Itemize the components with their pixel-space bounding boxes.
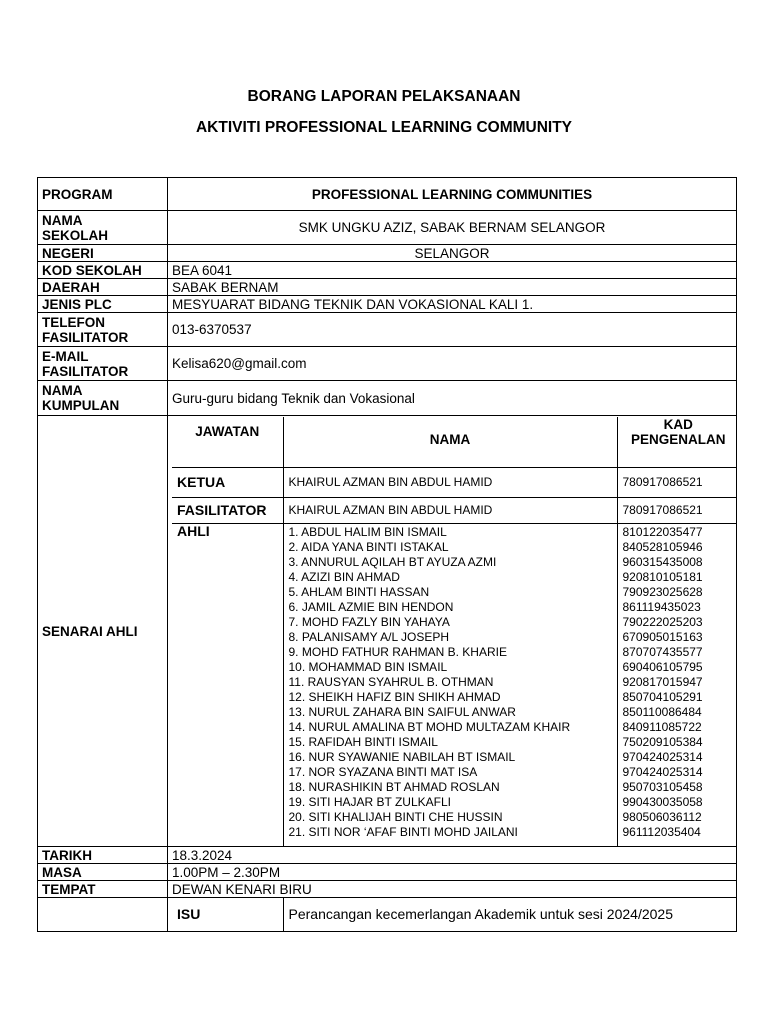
member-name: 7. MOHD FAZLY BIN YAHAYA [288, 615, 450, 629]
row-nama-sekolah [38, 211, 737, 245]
daerah-value: SABAK BERNAM [168, 279, 737, 296]
program-value: PROFESSIONAL LEARNING COMMUNITIES [168, 178, 737, 211]
ketua-row [172, 468, 737, 498]
fasilitator-row [172, 498, 737, 524]
email-label: E-MAIL FASILITATOR [38, 347, 168, 381]
nama-sekolah-label: NAMA SEKOLAH [38, 211, 168, 245]
tarikh-label: TARIKH [38, 847, 168, 864]
member-name: 5. AHLAM BINTI HASSAN [288, 585, 430, 599]
fasilitator-role: FASILITATOR [172, 498, 283, 524]
member-ic: 990430035058 [622, 795, 703, 809]
row-masa [38, 864, 737, 881]
member-ic: 950703105458 [622, 780, 703, 794]
row-telefon [38, 313, 737, 347]
row-isu [38, 898, 737, 932]
tempat-value: DEWAN KENARI BIRU [168, 881, 737, 898]
fasilitator-name: KHAIRUL AZMAN BIN ABDUL HAMID [283, 498, 617, 524]
ketua-name: KHAIRUL AZMAN BIN ABDUL HAMID [283, 468, 617, 498]
email-value: Kelisa620@gmail.com [168, 347, 737, 381]
col-nama: NAMA [283, 417, 617, 468]
member-ic: 690406105795 [622, 660, 703, 674]
isu-label: ISU [172, 898, 283, 931]
senarai-ahli-cell [168, 416, 737, 847]
isu-empty-cell [38, 898, 168, 932]
isu-value: Perancangan kecemerlangan Akademik untuk sesi 2024/2025 [283, 898, 737, 931]
member-ic: 960315435008 [622, 555, 703, 569]
member-ic: 870707435577 [622, 645, 703, 659]
jenis-plc-value: MESYUARAT BIDANG TEKNIK DAN VOKASIONAL KALI 1. [168, 296, 737, 313]
telefon-value: 013-6370537 [168, 313, 737, 347]
member-name: 1. ABDUL HALIM BIN ISMAIL [288, 525, 447, 539]
member-name: 12. SHEIKH HAFIZ BIN SHIKH AHMAD [288, 690, 501, 704]
member-name: 14. NURUL AMALINA BT MOHD MULTAZAM KHAIR [288, 720, 571, 734]
member-name: 11. RAUSYAN SYAHRUL B. OTHMAN [288, 675, 494, 689]
program-label: PROGRAM [38, 178, 168, 211]
col-jawatan: JAWATAN [172, 417, 283, 468]
daerah-label: DAERAH [38, 279, 168, 296]
kod-sekolah-label: KOD SEKOLAH [38, 262, 168, 279]
member-ic: 980506036112 [622, 810, 702, 824]
tempat-label: TEMPAT [38, 881, 168, 898]
ahli-name-list [283, 524, 617, 846]
member-ic: 790923025628 [622, 585, 703, 599]
member-ic: 920810105181 [622, 570, 703, 584]
row-daerah [38, 279, 737, 296]
col-kad-pengenalan: KAD PENGENALAN [617, 417, 737, 468]
member-ic: 750209105384 [622, 735, 703, 749]
senarai-ahli-label: SENARAI AHLI [38, 416, 168, 847]
member-name: 20. SITI KHALIJAH BINTI CHE HUSSIN [288, 810, 503, 824]
nama-kumpulan-label: NAMA KUMPULAN [38, 381, 168, 416]
member-ic: 790222025203 [622, 615, 703, 629]
row-program [38, 178, 737, 211]
row-kod-sekolah [38, 262, 737, 279]
member-name: 19. SITI HAJAR BT ZULKAFLI [288, 795, 451, 809]
row-tarikh [38, 847, 737, 864]
ketua-ic: 780917086521 [617, 468, 737, 498]
row-senarai-ahli [38, 416, 737, 847]
member-name: 21. SITI NOR ‘AFAF BINTI MOHD JAILANI [288, 825, 518, 839]
member-name: 6. JAMIL AZMIE BIN HENDON [288, 600, 454, 614]
tarikh-value: 18.3.2024 [168, 847, 737, 864]
member-name: 2. AIDA YANA BINTI ISTAKAL [288, 540, 449, 554]
member-ic: 970424025314 [622, 765, 703, 779]
member-name: 10. MOHAMMAD BIN ISMAIL [288, 660, 448, 674]
nama-sekolah-value: SMK UNGKU AZIZ, SABAK BERNAM SELANGOR [168, 211, 737, 245]
member-ic: 810122035477 [622, 525, 703, 539]
masa-label: MASA [38, 864, 168, 881]
row-email [38, 347, 737, 381]
form-subtitle: AKTIVITI PROFESSIONAL LEARNING COMMUNITY [195, 119, 573, 136]
negeri-value: SELANGOR [168, 245, 737, 262]
member-name: 9. MOHD FATHUR RAHMAN B. KHARIE [288, 645, 507, 659]
fasilitator-ic: 780917086521 [617, 498, 737, 524]
row-jenis-plc [38, 296, 737, 313]
member-name: 16. NUR SYAWANIE NABILAH BT ISMAIL [288, 750, 516, 764]
member-header-row [172, 417, 737, 468]
jenis-plc-label: JENIS PLC [38, 296, 168, 313]
form-title: BORANG LAPORAN PELAKSANAAN [247, 88, 521, 105]
ahli-role: AHLI [172, 524, 283, 846]
member-ic: 840911085722 [622, 720, 702, 734]
row-nama-kumpulan [38, 381, 737, 416]
member-ic: 861119435023 [622, 600, 701, 614]
masa-value: 1.00PM – 2.30PM [168, 864, 737, 881]
member-name: 8. PALANISAMY A/L JOSEPH [288, 630, 450, 644]
telefon-label: TELEFON FASILITATOR [38, 313, 168, 347]
isu-cell [168, 898, 737, 932]
report-form-table [37, 177, 737, 932]
member-name: 15. RAFIDAH BINTI ISMAIL [288, 735, 438, 749]
negeri-label: NEGERI [38, 245, 168, 262]
member-ic: 850704105291 [622, 690, 703, 704]
member-ic: 840528105946 [622, 540, 703, 554]
member-name: 13. NURUL ZAHARA BIN SAIFUL ANWAR [288, 705, 516, 719]
member-table [172, 417, 737, 846]
member-ic: 850110086484 [622, 705, 702, 719]
row-negeri [38, 245, 737, 262]
member-ic: 920817015947 [622, 675, 703, 689]
isu-table [172, 898, 737, 931]
row-tempat [38, 881, 737, 898]
member-name: 18. NURASHIKIN BT AHMAD ROSLAN [288, 780, 500, 794]
kod-sekolah-value: BEA 6041 [168, 262, 737, 279]
member-ic: 970424025314 [622, 750, 703, 764]
ahli-ic-list [617, 524, 737, 846]
member-ic: 670905015163 [622, 630, 703, 644]
nama-kumpulan-value: Guru-guru bidang Teknik dan Vokasional [168, 381, 737, 416]
ahli-row [172, 524, 737, 846]
ketua-role: KETUA [172, 468, 283, 498]
member-name: 17. NOR SYAZANA BINTI MAT ISA [288, 765, 478, 779]
member-name: 4. AZIZI BIN AHMAD [288, 570, 400, 584]
member-ic: 961112035404 [622, 825, 701, 839]
member-name: 3. ANNURUL AQILAH BT AYUZA AZMI [288, 555, 497, 569]
